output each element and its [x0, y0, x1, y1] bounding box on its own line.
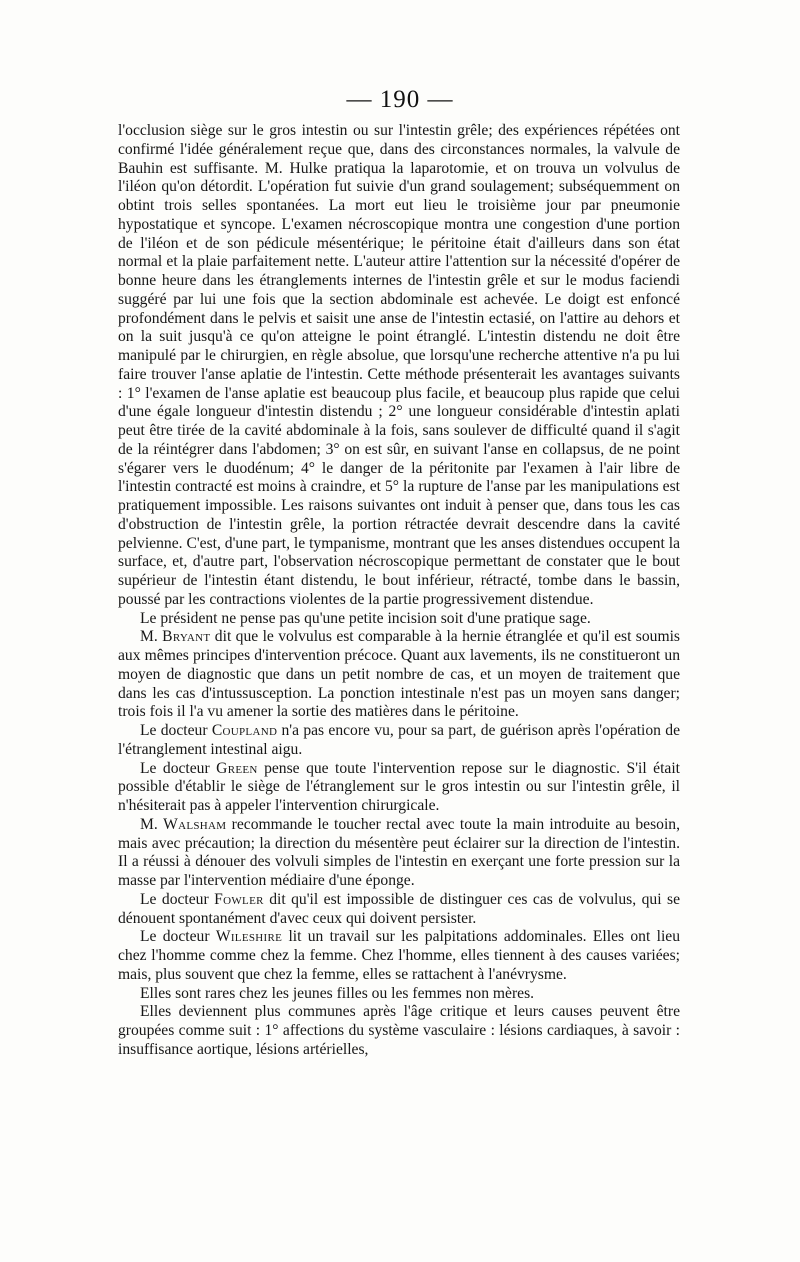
speaker-name: Bryant [162, 628, 211, 646]
paragraph [118, 122, 680, 610]
speaker-name: Green [216, 759, 258, 777]
text-segment: dit que le volvulus est comparable à la hernie étranglée et qu'il est soumis aux mêmes principes d'intervention précoce. Quant aux lavements, ils ne constitueront un moyen de diagnostic que dans un petit nombre de cas, et un moyen de traitement que dans les cas d'intussusception. La ponction intestinale n'est pas un moyen sans danger; trois fois il l'a vu amener la sortie des matières dans le péritoine. [118, 628, 680, 721]
text-segment: Elles deviennent plus communes après l'âge critique et leurs causes peuvent être groupées comme suit : 1° affections du système vasculaire : lésions cardiaques, à savoir : insuffisance aortique, lésions artérielles, [118, 1003, 680, 1058]
text-segment: Le docteur [140, 928, 216, 946]
text-segment: M. [140, 815, 164, 833]
text-segment: M. [140, 628, 163, 646]
body-text [118, 122, 680, 1060]
speaker-name: Fowler [214, 890, 264, 908]
speaker-name: Walsham [163, 815, 227, 833]
text-segment: dit qu'il est impossible de distinguer ces cas de volvulus, qui se dénouent spontanément d'avec ceux qui doivent persister. [118, 890, 680, 927]
speaker-name: Wileshire [215, 928, 283, 946]
paragraph [118, 722, 680, 760]
text-segment: Le docteur [140, 722, 212, 739]
paragraph [118, 760, 680, 816]
text-segment: Le docteur [140, 759, 217, 777]
paragraph [118, 928, 680, 984]
speaker-name: Coupland [211, 722, 278, 739]
text-segment: lit un travail sur les palpitations addominales. Elles ont lieu chez l'homme comme chez la femme. Chez l'homme, elles tiennent à des causes variées; mais, plus souvent que chez la femme, elles se rattachent à l'anévrysme. [118, 928, 680, 983]
page-number: — 190 — [346, 86, 454, 113]
text-segment: n'a pas encore vu, pour sa part, de guérison après l'opération de l'étranglement intestinal aigu. [118, 722, 680, 758]
text-segment: recommande le toucher rectal avec toute la main introduite au besoin, mais avec précaution; la direction du mésentère peut éclairer sur la direction de l'intestin. Il a réussi à dénouer des volvuli simples de l'intestin en exerçant une forte pression sur la masse par l'intervention médiaire d'une éponge. [118, 815, 680, 889]
text-segment: l'occlusion siège sur le gros intestin ou sur l'intestin grêle; des expériences répétées ont confirmé l'idée généralement reçue que, dans des circonstances normales, la valvule de Bauhin est suffisante. M. Hulke pratiqua la laparotomie, et on trouva un volvulus de l'iléon qu'on détordit. L'opération fut suivie d'un grand soulagement; subséquemment on obtint trois selles spontanées. La mort eut lieu le troisième jour par pneumonie hypostatique et syncope. L'examen nécroscopique montra une congestion d'une portion de l'iléon et de son pédicule mésentérique; le péritoine était d'ailleurs dans son état normal et la plaie parfaitement nette. L'auteur attire l'attention sur la nécessité d'opérer de bonne heure dans les étranglements internes de l'intestin grêle et sur le modus faciendi suggéré par lui une fois que la section abdominale est achevée. Le doigt est enfoncé profondément dans le pelvis et saisit une anse de l'intestin ectasié, on l'attire au dehors et on la suit jusqu'à ce qu'on atteigne le point étranglé. L'intestin distendu ne doit être manipulé par le chirurgien, en règle absolue, que lorsqu'une recherche attentive n'a pu lui faire trouver l'anse aplatie de l'intestin. Cette méthode présenterait les avantages suivants : 1° l'examen de l'anse aplatie est beaucoup plus facile, et beaucoup plus rapide que celui d'une égale longueur d'intestin distendu ; 2° une longueur considérable d'intestin aplati peut être tirée de la cavité abdominale à la fois, sans soulever de difficulté quand il s'agit de la réintégrer dans l'abdomen; 3° on est sûr, en suivant l'anse en collapsus, de ne point s'égarer vers le duodénum; 4° le danger de la péritonite par l'examen à l'air libre de l'intestin contracté est moins à craindre, et 5° la rupture de l'anse par les manipulations est pratiquement impossible. Les raisons suivantes ont induit à penser que, dans tous les cas d'obstruction de l'intestin grêle, la portion rétractée devrait descendre dans la cavité pelvienne. C'est, d'une part, le tympanisme, montrant que les anses distendues occupent la surface, et, d'autre part, l'observation nécroscopique permettant de constater que le bout supérieur de l'intestin étant distendu, le bout inférieur, rétracté, tombe dans le bassin, poussé par les contractions violentes de la partie progressivement distendue. [118, 122, 680, 608]
text-segment: pense que toute l'intervention repose sur le diagnostic. S'il était possible d'établir le siège de l'étranglement sur le gros intestin ou sur l'intestin grêle, il n'hésiterait pas à appeler l'intervention chirurgicale. [118, 759, 680, 814]
text-segment: Le docteur [140, 890, 215, 908]
paragraph [118, 1003, 680, 1059]
text-segment: Elles sont rares chez les jeunes filles ou les femmes non mères. [140, 984, 535, 1002]
paragraph [118, 610, 680, 629]
paragraph [118, 628, 680, 722]
paragraph [118, 985, 680, 1004]
paragraph [118, 891, 680, 929]
text-segment: Le président ne pense pas qu'une petite incision soit d'une pratique sage. [140, 609, 591, 627]
paragraph [118, 816, 680, 891]
